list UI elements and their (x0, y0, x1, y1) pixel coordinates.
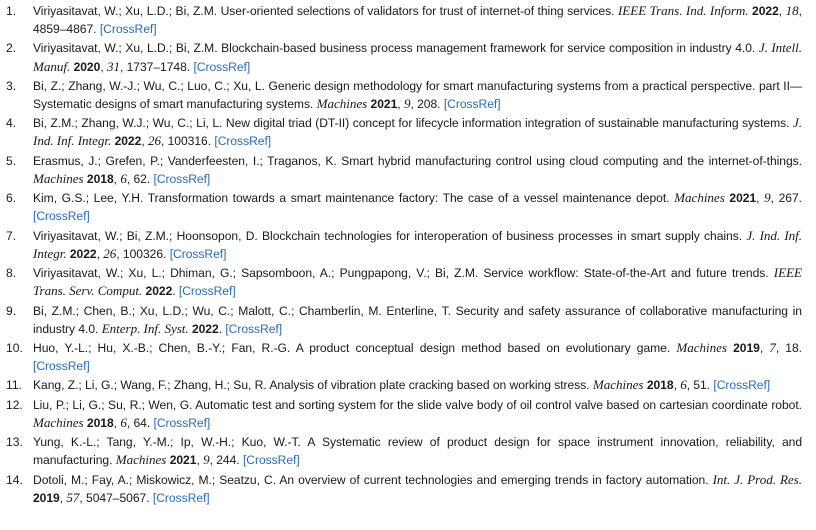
reference-number: 12. (6, 397, 23, 412)
reference-pages: , 4859–4867. (33, 4, 802, 37)
reference-text (33, 77, 802, 113)
reference-volume-wrap: , 7 (759, 339, 776, 355)
reference-text (33, 396, 802, 432)
reference-volume-wrap: , 6 (113, 170, 127, 186)
reference-number: 8. (6, 266, 17, 281)
reference-number: 10. (6, 340, 23, 355)
reference-item (6, 114, 802, 150)
reference-pages: , 267. (770, 191, 802, 206)
reference-pages: . (218, 321, 223, 336)
reference-volume: 7 (769, 339, 776, 355)
reference-title: Transformation towards a smart maintenance factory: The case of a vessel maintenance depot. (147, 191, 670, 206)
reference-volume: 9 (764, 190, 771, 206)
reference-item (6, 152, 802, 188)
reference-volume: 26 (103, 245, 117, 261)
reference-authors: Viriyasitavat, W.; Xu, L.; Dhiman, G.; Sapsomboon, A.; Pungpapong, V.; Bi, Z.M. (33, 266, 479, 281)
reference-number: 6. (6, 191, 17, 206)
reference-pages: , 208. (410, 96, 441, 111)
reference-volume: 9 (203, 452, 210, 468)
crossref-link[interactable]: [CrossRef] (443, 96, 501, 111)
reference-volume: 18 (785, 3, 799, 18)
reference-authors: Bi, Z.; Zhang, W.-J.; Wu, C.; Luo, C.; Xu, L. (33, 78, 265, 93)
reference-journal: IEEE Trans. Ind. Inform. (617, 3, 749, 18)
reference-item (6, 264, 802, 300)
reference-year: 2022 (752, 4, 779, 18)
reference-title: New digital triad (DT-II) concept for lifecycle information integration of sustainable manufacturing systems. (225, 116, 790, 131)
reference-text (33, 152, 802, 188)
reference-title: Automatic test and sorting system for the slide valve body of oil control valve based on cartesian coordinate robot. (195, 397, 803, 412)
reference-text (33, 376, 802, 394)
reference-pages: , 100326. (116, 246, 167, 261)
reference-volume-wrap: , 6 (113, 414, 127, 430)
reference-year: 2022 (114, 134, 142, 149)
reference-volume: 6 (680, 377, 687, 393)
reference-title: Analysis of vibration plate cracking based on working stress. (269, 378, 590, 393)
reference-text (33, 264, 802, 300)
reference-pages: , 244. (209, 453, 240, 468)
reference-pages: , 1737–1748. (119, 59, 191, 74)
reference-pages: , 100316. (160, 134, 212, 149)
reference-authors: Viriyasitavat, W.; Xu, L.D.; Bi, Z.M. (33, 4, 218, 18)
reference-item (6, 339, 802, 375)
reference-number: 5. (6, 153, 17, 168)
reference-year: 2021 (729, 191, 757, 206)
reference-volume-wrap: , 18 (778, 3, 799, 18)
reference-pages: , 62. (126, 171, 151, 186)
crossref-link[interactable]: [CrossRef] (152, 490, 210, 505)
reference-authors: Kim, G.S.; Lee, Y.H. (33, 191, 144, 206)
reference-journal: Machines (676, 339, 727, 355)
reference-item (6, 189, 802, 225)
reference-item (6, 302, 802, 338)
crossref-link[interactable]: [CrossRef] (242, 453, 300, 468)
reference-journal: J. Ind. Inf. Integr. (33, 115, 802, 149)
reference-volume-wrap: , 26 (96, 245, 117, 261)
reference-journal: Enterp. Inf. Syst. (101, 320, 189, 336)
reference-year: 2021 (370, 96, 398, 111)
reference-number: 3. (6, 78, 17, 93)
reference-volume-wrap: , 9 (397, 95, 411, 111)
reference-text (33, 433, 802, 469)
reference-authors: Erasmus, J.; Grefen, P.; Vanderfeesten, I.; Traganos, K. (33, 153, 337, 168)
reference-authors: Bi, Z.M.; Zhang, W.J.; Wu, C.; Li, L. (33, 116, 223, 131)
reference-year: 2022 (191, 321, 219, 336)
reference-title: Blockchain technologies for interoperation of business processes in smart supply chains. (262, 228, 743, 243)
reference-authors: Bi, Z.M.; Chen, B.; Xu, L.D.; Wu, C.; Malott, C.; Chamberlin, M. Enterline, T. (33, 303, 451, 318)
reference-title: A product conceptual design method based on evolutionary game. (295, 340, 671, 355)
reference-title: Blockchain-based business process management framework for service composition in industry 4.0. (221, 41, 756, 56)
reference-authors: Dotoli, M.; Fay, A.; Miskowicz, M.; Seatzu, C. (33, 472, 277, 487)
reference-year: 2021 (169, 453, 197, 468)
crossref-link[interactable]: [CrossRef] (178, 284, 236, 299)
reference-volume-wrap: , 9 (756, 190, 771, 206)
reference-authors: Kang, Z.; Li, G.; Wang, F.; Zhang, H.; Su, R. (33, 378, 267, 393)
reference-authors: Liu, P.; Li, G.; Su, R.; Wen, G. (33, 397, 193, 412)
reference-year: 2020 (73, 59, 101, 74)
reference-volume: 31 (106, 58, 120, 74)
reference-text (33, 471, 802, 507)
reference-title: Smart hybrid manufacturing control using cloud computing and the internet-of-things. (341, 153, 802, 168)
reference-number: 9. (6, 303, 17, 318)
reference-text (33, 114, 802, 150)
reference-title: Generic design methodology for smart manufacturing systems from a practical perspective. part II—Systematic designs of smart manufacturing systems. (33, 78, 802, 111)
reference-number: 4. (6, 116, 17, 131)
reference-title: A Systematic review of product design for space instrument innovation, reliability, and manufacturing. (33, 435, 803, 468)
reference-journal: Machines (316, 95, 368, 111)
reference-journal: Int. J. Prod. Res. (712, 471, 802, 487)
reference-authors: Yung, K.-L.; Tang, Y.-M.; Ip, W.-H.; Kuo, W.-T. (33, 435, 301, 450)
reference-number: 11. (6, 378, 22, 393)
reference-number: 1. (6, 4, 17, 18)
reference-text (33, 227, 802, 263)
reference-number: 14. (6, 472, 23, 487)
reference-authors: Viriyasitavat, W.; Xu, L.D.; Bi, Z.M. (33, 41, 218, 56)
reference-pages: , 51. (686, 378, 711, 393)
reference-text (33, 2, 802, 38)
reference-text (33, 189, 802, 225)
reference-volume-wrap: , 6 (673, 377, 687, 393)
reference-pages: , 18. (775, 340, 803, 355)
crossref-link[interactable]: [CrossRef] (33, 359, 90, 374)
reference-item (6, 396, 802, 432)
reference-journal: Machines (674, 190, 725, 206)
reference-item (6, 376, 802, 394)
reference-year: 2019 (733, 340, 760, 355)
reference-authors: Viriyasitavat, W.; Bi, Z.M.; Hoonsopon, D. (33, 228, 258, 243)
reference-year: 2019 (33, 490, 60, 505)
reference-title: Service workflow: State-of-the-Art and future trends. (483, 266, 769, 281)
reference-volume: 57 (66, 489, 80, 505)
reference-year: 2022 (69, 246, 97, 261)
reference-journal: J. Intell. Manuf. (33, 40, 802, 74)
reference-volume-wrap: , 26 (141, 133, 161, 149)
reference-volume-wrap: , 9 (196, 452, 210, 468)
crossref-link[interactable]: [CrossRef] (99, 22, 157, 37)
reference-volume: 9 (403, 95, 411, 111)
reference-pages: . (172, 284, 176, 299)
reference-pages: , 5047–5067. (79, 490, 150, 505)
reference-title: Security and safety assurance of collaborative manufacturing in industry 4.0. (33, 303, 802, 336)
reference-text (33, 339, 802, 375)
crossref-link[interactable]: [CrossRef] (169, 246, 227, 261)
reference-journal: IEEE Trans. Serv. Comput. (33, 265, 802, 299)
reference-journal: Machines (33, 414, 84, 430)
crossref-link[interactable]: [CrossRef] (225, 321, 283, 336)
reference-year: 2018 (86, 415, 114, 430)
reference-text (33, 39, 802, 75)
reference-item (6, 2, 802, 38)
reference-title: User-oriented selections of validators for trust of internet-of thing services. (220, 4, 615, 18)
reference-journal: J. Ind. Inf. Integr. (33, 227, 803, 261)
reference-journal: Machines (592, 377, 644, 393)
crossref-link[interactable]: [CrossRef] (193, 59, 251, 74)
reference-volume-wrap: , 57 (59, 489, 80, 505)
reference-item (6, 39, 802, 75)
reference-item (6, 227, 802, 263)
crossref-link[interactable]: [CrossRef] (153, 171, 211, 186)
reference-volume: 6 (120, 170, 127, 186)
reference-year: 2022 (145, 284, 173, 299)
reference-authors: Huo, Y.-L.; Hu, X.-B.; Chen, B.-Y.; Fan, R.-G. (33, 340, 291, 355)
crossref-link[interactable]: [CrossRef] (214, 134, 272, 149)
reference-volume: 26 (147, 133, 161, 149)
reference-pages: , 64. (126, 415, 151, 430)
crossref-link[interactable]: [CrossRef] (713, 378, 771, 393)
reference-number: 13. (6, 435, 23, 450)
reference-journal: Machines (115, 452, 167, 468)
reference-number: 2. (6, 41, 17, 56)
reference-title: An overview of current technologies and emerging trends in factory automation. (279, 472, 709, 487)
crossref-link[interactable]: [CrossRef] (153, 415, 211, 430)
reference-item (6, 77, 802, 113)
reference-volume: 6 (120, 414, 127, 430)
reference-year: 2018 (86, 171, 114, 186)
reference-text (33, 302, 802, 338)
reference-number: 7. (6, 228, 17, 243)
crossref-link[interactable]: [CrossRef] (33, 209, 90, 224)
reference-year: 2018 (646, 378, 674, 393)
reference-volume-wrap: , 31 (100, 58, 120, 74)
reference-item (6, 471, 802, 507)
reference-item (6, 433, 802, 469)
reference-journal: Machines (33, 170, 84, 186)
